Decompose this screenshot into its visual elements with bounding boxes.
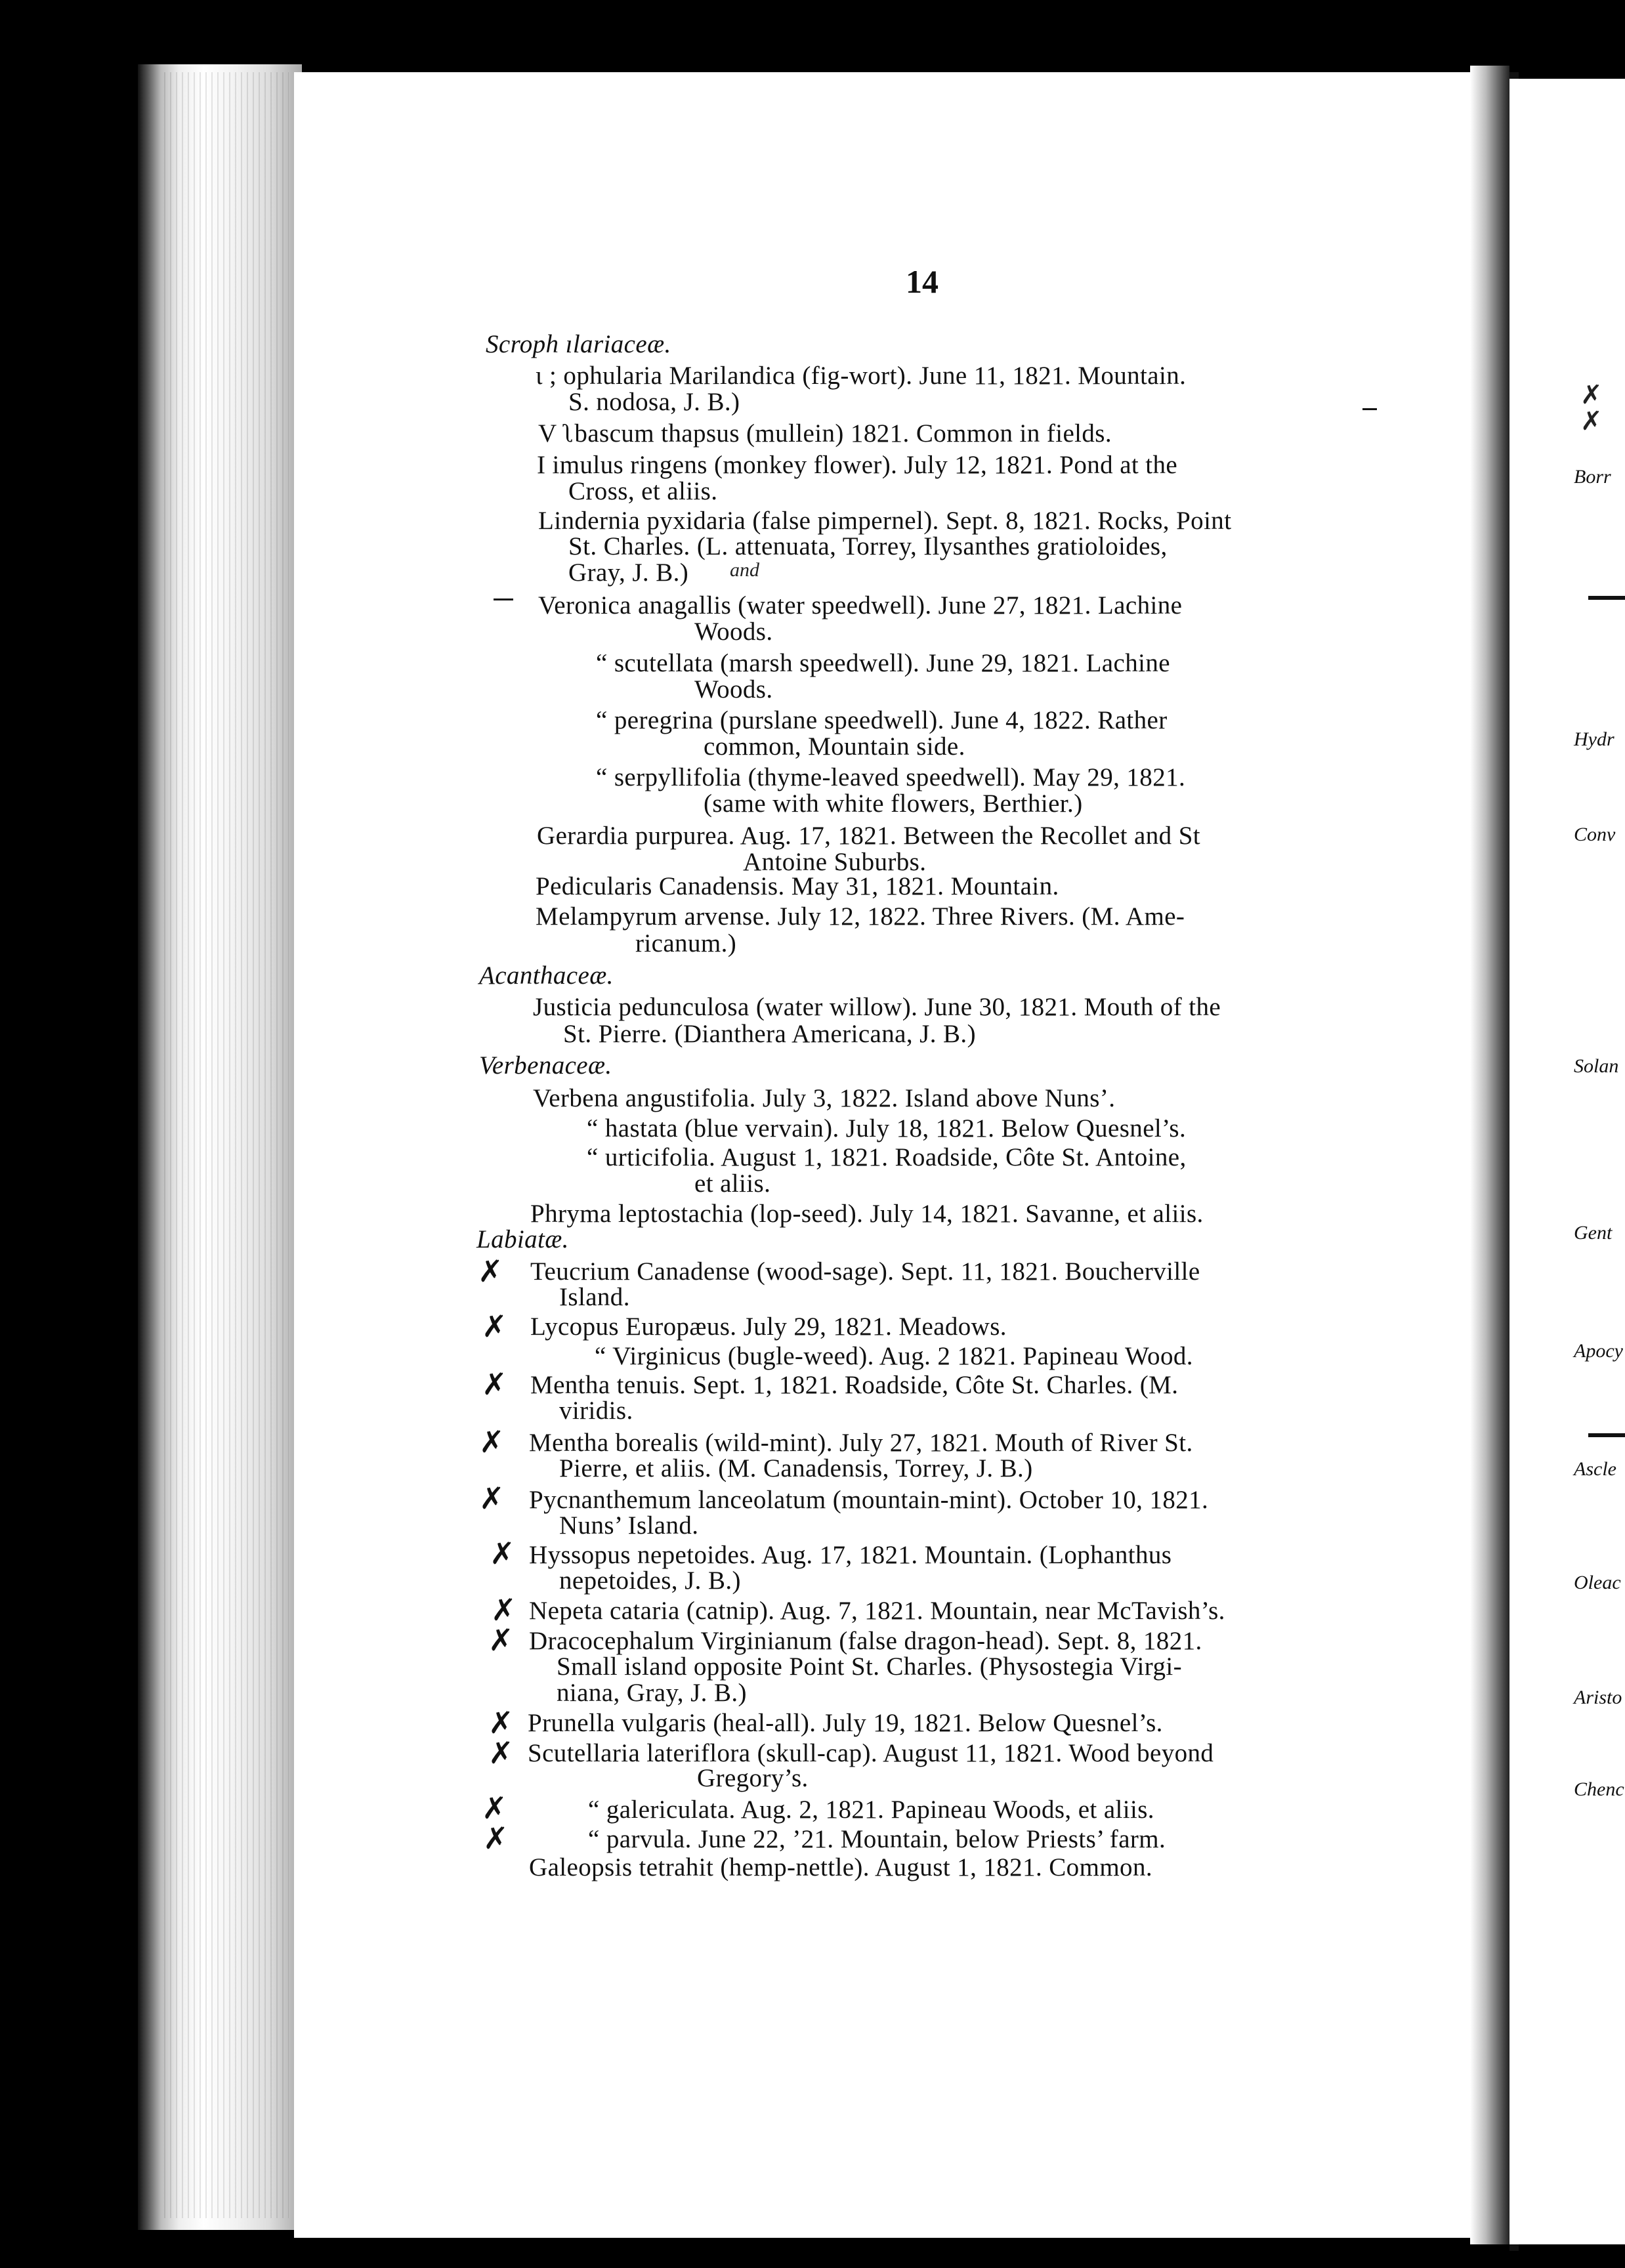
entry-line: Antoine Suburbs. <box>743 848 927 876</box>
margin-check-icon: ✗ <box>491 1592 517 1628</box>
next-page-word: Borr <box>1574 466 1611 488</box>
margin-check-icon: ✗ <box>490 1536 515 1571</box>
entry-line: Island. <box>559 1283 630 1311</box>
entry-line: S. nodosa, J. B.) <box>568 388 740 416</box>
entry-line: Nepeta cataria (catnip). Aug. 7, 1821. Mountain, near McTavish’s. <box>529 1597 1225 1625</box>
margin-check-icon: ✗ <box>482 1790 507 1826</box>
margin-check-icon: ✗ <box>479 1424 505 1460</box>
entry-line: Hyssopus nepetoides. Aug. 17, 1821. Mountain. (Lophanthus <box>529 1541 1172 1569</box>
entry-line: nepetoides, J. B.) <box>559 1566 741 1595</box>
entry-line: Gray, J. B.) <box>568 558 689 587</box>
margin-check-icon: ✗ <box>482 1366 507 1402</box>
family-heading-acanthaceae: Acanthaceæ. <box>479 961 614 990</box>
entry-line: St. Pierre. (Dianthera Americana, J. B.) <box>563 1020 976 1048</box>
next-page-dash <box>1588 1433 1625 1437</box>
family-heading-labiatae: Labiatæ. <box>476 1225 569 1253</box>
entry-line: Lycopus Europæus. July 29, 1821. Meadows. <box>530 1312 1007 1341</box>
entry-line: et aliis. <box>694 1169 771 1198</box>
entry-line: Mentha borealis (wild-mint). July 27, 1821. Mouth of River St. <box>529 1429 1193 1457</box>
entry-line: I imulus ringens (monkey flower). July 12, 1821. Pond at the <box>537 451 1178 479</box>
margin-check-icon: ✗ <box>488 1735 514 1771</box>
entry-line: Teucrium Canadense (wood-sage). Sept. 11, 1821. Boucherville <box>530 1257 1200 1286</box>
entry-line: Galeopsis tetrahit (hemp-nettle). August 1, 1821. Common. <box>529 1853 1153 1881</box>
book-page-edge-lines <box>164 72 289 2218</box>
entry-line: Pycnanthemum lanceolatum (mountain-mint). October 10, 1821. <box>529 1486 1209 1514</box>
entry-line: Verbena angustifolia. July 3, 1822. Island above Nuns’. <box>533 1084 1116 1112</box>
entry-line: (same with white flowers, Berthier.) <box>704 789 1083 818</box>
entry-line: Gregory’s. <box>697 1764 809 1792</box>
next-page-check-icon: ✗ <box>1580 406 1603 436</box>
next-page-word: Conv <box>1574 824 1616 845</box>
entry-line: ɩ ; ophularia Marilandica (fig-wort). June 11, 1821. Mountain. <box>536 362 1187 390</box>
handwritten-note: and <box>730 559 759 581</box>
margin-check-icon: ✗ <box>478 1253 503 1289</box>
entry-line: Prunella vulgaris (heal-all). July 19, 1821. Below Quesnel’s. <box>528 1709 1163 1737</box>
book-gutter <box>1470 66 1509 2244</box>
entry-line: common, Mountain side. <box>704 732 965 761</box>
entry-line: Veronica anagallis (water speedwell). June 27, 1821. Lachine <box>538 591 1183 620</box>
entry-line: “ Virginicus (bugle-weed). Aug. 2 1821. Papineau Wood. <box>595 1342 1193 1370</box>
entry-line: Scutellaria lateriflora (skull-cap). August 11, 1821. Wood beyond <box>528 1739 1214 1767</box>
page-number: 14 <box>906 263 939 300</box>
next-page-word: Chenc <box>1574 1778 1624 1800</box>
entry-line: Justicia pedunculosa (water willow). June 30, 1821. Mouth of the <box>533 993 1221 1021</box>
entry-line: Nuns’ Island. <box>559 1511 699 1540</box>
entry-line: Small island opposite Point St. Charles. (Physostegia Virgi- <box>557 1652 1182 1681</box>
next-page-word: Apocy <box>1574 1340 1623 1362</box>
margin-dash <box>494 598 513 600</box>
entry-line: Dracocephalum Virginianum (false dragon-head). Sept. 8, 1821. <box>529 1627 1202 1655</box>
entry-line: Woods. <box>694 618 773 646</box>
entry-line: Lindernia pyxidaria (false pimpernel). Sept. 8, 1821. Rocks, Point <box>538 507 1232 535</box>
next-page-word: Gent <box>1574 1222 1613 1244</box>
next-page-word: Aristo <box>1574 1687 1622 1708</box>
margin-dash <box>1362 408 1377 410</box>
next-page-word: Hydr <box>1574 728 1614 750</box>
family-heading-scrophulariaceae: Scroph ılariaceæ. <box>486 330 671 358</box>
entry-line: niana, Gray, J. B.) <box>557 1679 747 1707</box>
entry-line: “ urticifolia. August 1, 1821. Roadside, Côte St. Antoine, <box>587 1143 1187 1171</box>
margin-check-icon: ✗ <box>479 1480 505 1516</box>
entry-line: Gerardia purpurea. Aug. 17, 1821. Between the Recollet and St <box>537 822 1201 850</box>
entry-line: Mentha tenuis. Sept. 1, 1821. Roadside, Côte St. Charles. (M. <box>530 1371 1179 1399</box>
family-heading-verbenaceae: Verbenaceæ. <box>479 1051 612 1080</box>
next-page-word: Ascle <box>1574 1458 1616 1480</box>
entry-line: “ parvula. June 22, ’21. Mountain, below Priests’ farm. <box>588 1825 1166 1853</box>
entry-line: “ scutellata (marsh speedwell). June 29, 1821. Lachine <box>596 649 1170 677</box>
next-page-word: Oleac <box>1574 1572 1621 1593</box>
next-page-sheet <box>1509 79 1625 2244</box>
entry-line: “ serpyllifolia (thyme-leaved speedwell). May 29, 1821. <box>596 763 1186 791</box>
entry-line: “ hastata (blue vervain). July 18, 1821. Below Quesnel’s. <box>587 1114 1187 1143</box>
entry-line: Phryma leptostachia (lop-seed). July 14, 1821. Savanne, et aliis. <box>530 1200 1204 1228</box>
entry-line: Woods. <box>694 675 773 704</box>
entry-line: Pierre, et aliis. (M. Canadensis, Torrey, J. B.) <box>559 1454 1033 1482</box>
next-page-dash <box>1588 596 1625 600</box>
entry-line: viridis. <box>559 1396 633 1425</box>
next-page-word: Solan <box>1574 1055 1619 1077</box>
entry-line: St. Charles. (L. attenuata, Torrey, Ilysanthes gratioloides, <box>568 532 1168 560</box>
entry-line: “ galericulata. Aug. 2, 1821. Papineau Woods, et aliis. <box>588 1796 1154 1824</box>
entry-line: ricanum.) <box>635 929 737 957</box>
margin-check-icon: ✗ <box>488 1622 514 1658</box>
entry-line: Cross, et aliis. <box>568 477 718 505</box>
entry-line: Pedicularis Canadensis. May 31, 1821. Mountain. <box>536 872 1059 900</box>
entry-line: V ʅbascum thapsus (mullein) 1821. Common in fields. <box>538 419 1112 448</box>
next-page-check-icon: ✗ <box>1580 380 1603 410</box>
margin-check-icon: ✗ <box>488 1705 514 1740</box>
margin-check-icon: ✗ <box>483 1820 509 1856</box>
entry-line: Melampyrum arvense. July 12, 1822. Three Rivers. (M. Ame- <box>536 902 1185 931</box>
entry-line: “ peregrina (purslane speedwell). June 4, 1822. Rather <box>596 706 1168 734</box>
margin-check-icon: ✗ <box>482 1309 507 1344</box>
